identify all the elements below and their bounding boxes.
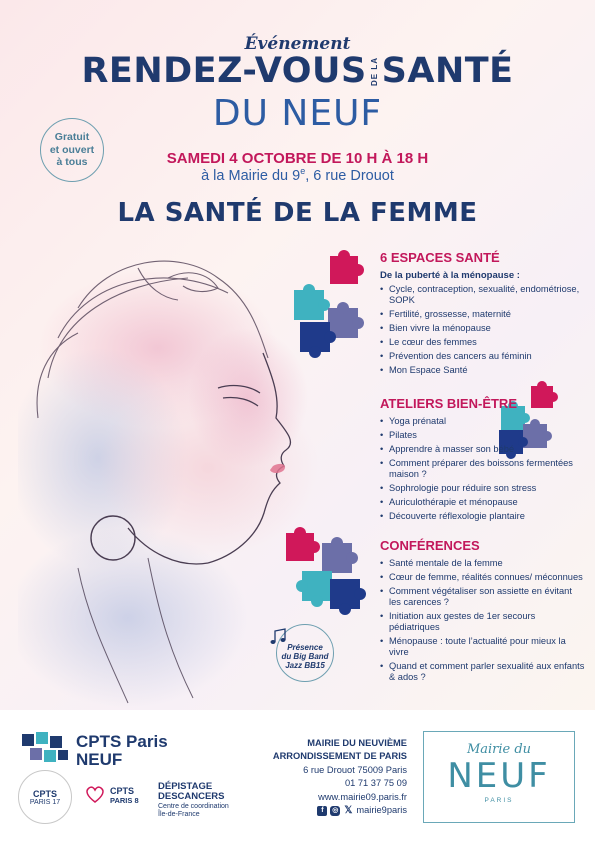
- bigband-line1: Présence: [287, 643, 323, 652]
- title-line2: DU NEUF: [212, 93, 383, 134]
- badge-line1: Gratuit: [54, 131, 90, 144]
- badge-line3: à tous: [56, 156, 88, 169]
- cpts-line1: CPTS Paris: [76, 732, 168, 751]
- x-icon[interactable]: 𝕏: [344, 804, 353, 816]
- list-item: • Le cœur des femmes: [380, 337, 585, 348]
- cpts-paris17-logo: [18, 770, 72, 824]
- title-connector: DE LA: [369, 57, 379, 86]
- social-handle[interactable]: mairie9paris: [356, 805, 407, 816]
- list-item: • Cœur de femme, réalités connues/ méconnues: [380, 572, 585, 583]
- depistage-line4: Île-de-France: [158, 810, 200, 818]
- mairie-line2: ARRONDISSEMENT DE PARIS: [272, 751, 407, 762]
- cpts-paris-neuf-logo-icon: [18, 730, 73, 768]
- espaces-list: [380, 284, 585, 376]
- mairie-contact: [250, 737, 407, 818]
- logo-line3: PARIS: [484, 797, 514, 804]
- cpts17-line2: PARIS 17: [29, 798, 61, 806]
- list-item: • Santé mentale de la femme: [380, 558, 585, 569]
- cpts-line2: NEUF: [76, 749, 123, 769]
- place-sup: e: [300, 166, 306, 176]
- cpts8-line2: PARIS 8: [110, 795, 139, 805]
- depistage-line1: DÉPISTAGE: [158, 781, 213, 792]
- event-place: [0, 166, 595, 184]
- conferences-title: CONFÉRENCES: [380, 538, 480, 553]
- list-item: • Initiation aux gestes de 1er secours pédiatriques: [380, 611, 585, 633]
- event-date: SAMEDI 4 OCTOBRE DE 10 H À 18 H: [166, 150, 429, 167]
- list-item: • Comment préparer des boissons fermentées maison ?: [380, 458, 585, 480]
- section-ateliers: [380, 396, 585, 525]
- list-item: • Bien vivre la ménopause: [380, 323, 585, 334]
- list-item: • Mon Espace Santé: [380, 365, 585, 376]
- list-item: • Comment végétaliser son assiette en évitant les carences ?: [380, 586, 585, 608]
- list-item: • Cycle, contraception, sexualité, endométriose, SOPK: [380, 284, 585, 306]
- list-item: • Sophrologie pour réduire son stress: [380, 483, 585, 494]
- instagram-icon[interactable]: ◎: [330, 806, 340, 816]
- mairie-address: 6 rue Drouot 75009 Paris: [303, 764, 407, 775]
- title-left: RENDEZ-VOUS: [81, 51, 367, 91]
- cpts8-line1: CPTS: [110, 786, 135, 796]
- list-item: • Pilates: [380, 430, 585, 441]
- puzzle-icon-cluster-1: [290, 250, 375, 360]
- mairie-du-neuf-logo: [423, 731, 575, 823]
- mairie-phone: 01 71 37 75 09: [344, 778, 407, 789]
- list-item: • Apprendre à masser son bébé: [380, 444, 585, 455]
- cpts-paris8-logo: [110, 787, 139, 805]
- title-right: SANTÉ: [381, 51, 514, 91]
- conferences-list: [380, 558, 585, 683]
- social-row: [250, 804, 407, 817]
- ateliers-title: ATELIERS BIEN-ÊTRE: [380, 396, 517, 411]
- heart-icon: [84, 783, 106, 805]
- ateliers-list: [380, 416, 585, 522]
- list-item: • Yoga prénatal: [380, 416, 585, 427]
- list-item: • Fertilité, grossesse, maternité: [380, 309, 585, 320]
- puzzle-icon-cluster-3: [282, 525, 372, 620]
- section-espaces-sante: [380, 250, 585, 379]
- depistage-line3: Centre de coordination: [158, 802, 229, 810]
- bigband-text: [276, 643, 334, 671]
- title-row: [0, 51, 595, 91]
- facebook-icon[interactable]: f: [317, 806, 327, 816]
- mairie-website[interactable]: www.mairie09.paris.fr: [318, 791, 407, 802]
- event-kicker: Événement: [244, 34, 351, 54]
- mairie-line1: MAIRIE DU NEUVIÈME: [307, 738, 407, 748]
- bigband-line2: du Big Band: [281, 652, 329, 662]
- badge-line2: et ouvert: [49, 143, 95, 156]
- depistage-line2: DESCANCERS: [158, 791, 225, 803]
- place-prefix: à la Mairie du 9: [201, 167, 301, 184]
- event-theme: LA SANTÉ DE LA FEMME: [117, 198, 478, 228]
- espaces-title: 6 ESPACES SANTÉ: [380, 250, 500, 265]
- cpts17-line1: CPTS: [32, 788, 57, 799]
- list-item: • Quand et comment parler sexualité aux enfants & ados ?: [380, 661, 585, 683]
- logo-line2: NEUF: [447, 756, 551, 796]
- cpts-paris-neuf-logo: [76, 733, 168, 769]
- espaces-subtitle: De la puberté à la ménopause :: [380, 270, 520, 281]
- list-item: • Prévention des cancers au féminin: [380, 351, 585, 362]
- depistage-cancers-logo: [158, 782, 229, 819]
- list-item: • Auriculothérapie et ménopause: [380, 497, 585, 508]
- section-conferences: [380, 538, 585, 686]
- bigband-line3: Jazz BB15: [285, 661, 325, 671]
- list-item: • Découverte réflexologie plantaire: [380, 511, 585, 522]
- list-item: • Ménopause : toute l’actualité pour mieux la vivre: [380, 636, 585, 658]
- place-suffix: , 6 rue Drouot: [305, 167, 394, 184]
- logo-line1: Mairie du: [466, 742, 532, 757]
